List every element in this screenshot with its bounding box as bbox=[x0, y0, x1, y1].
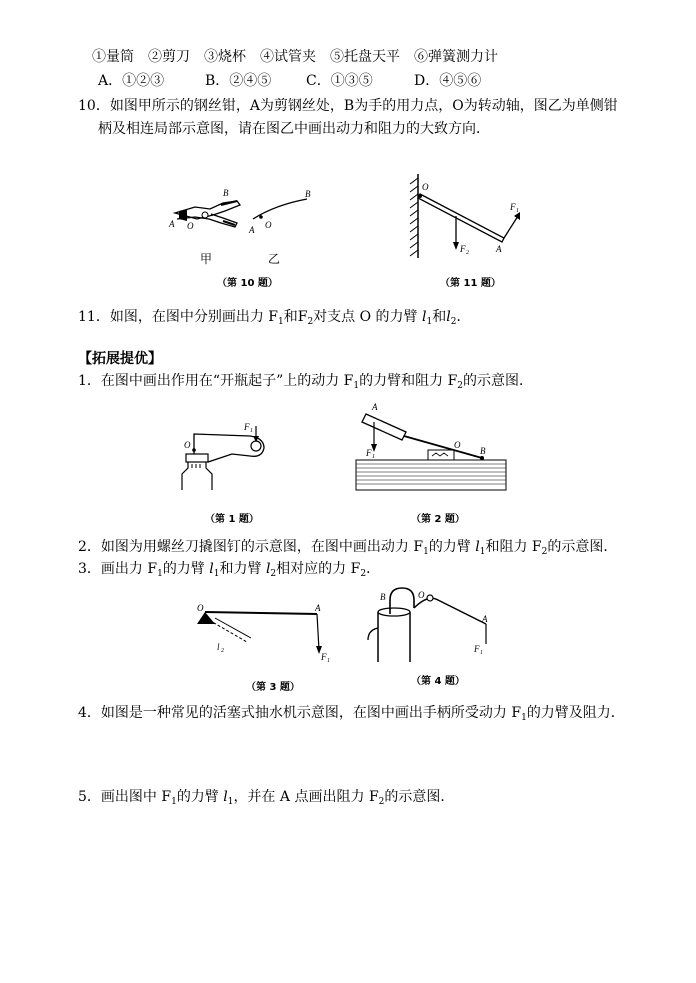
ext-fig1-label-F1: F bbox=[244, 422, 250, 432]
fig10-label-yi: 乙 bbox=[268, 252, 281, 266]
fig10-label-A: A bbox=[169, 219, 175, 229]
ext2-text: 2．如图为用螺丝刀撬图钉的示意图，在图中画出动力 $F_1$的力臂 $l_1$和阻力 $F_2$的示意图． bbox=[78, 539, 618, 557]
ext-fig3-label-l2: l bbox=[217, 642, 220, 652]
ext-fig3-lever bbox=[195, 602, 345, 664]
items-line: ①量筒 ②剪刀 ③烧杯 ④试管夹 ⑤托盘天平 ⑥弹簧测力计 bbox=[92, 49, 498, 65]
ext5-text: 5．画出图中 $F_1$的力臂 $l_1$，并在 A 点画出阻力 $F_2$的示意图． bbox=[78, 789, 455, 807]
section-title: 【拓展提优】 bbox=[78, 351, 162, 367]
ext-fig4-pump bbox=[368, 584, 498, 662]
ext-fig3-label-A: A bbox=[315, 603, 321, 613]
q10-line1: 10．如图甲所示的钢丝钳，A为剪钢丝处，B为手的用力点，O为转动轴，图乙为单侧钳 bbox=[78, 98, 618, 114]
ext-fig4-label-B: B bbox=[380, 592, 386, 602]
fig11-label-F2: F bbox=[460, 244, 466, 254]
svg-text:1: 1 bbox=[372, 454, 375, 460]
svg-text:1: 1 bbox=[327, 658, 330, 664]
ext-fig2-label-B: B bbox=[480, 446, 486, 456]
fig11-label-F1: F bbox=[510, 202, 516, 212]
svg-text:1: 1 bbox=[516, 208, 519, 214]
fig10-yi-label-O: O bbox=[265, 220, 272, 230]
ext-fig1-caption: （第 1 题） bbox=[205, 514, 259, 525]
q10-line2: 柄及相连局部示意图，请在图乙中画出动力和阻力的大致方向． bbox=[98, 121, 490, 137]
ext-fig4-label-A: A bbox=[482, 614, 488, 624]
ext-fig2-caption: （第 2 题） bbox=[411, 514, 465, 525]
svg-text:2: 2 bbox=[221, 648, 224, 654]
fig10-yi-label-A: A bbox=[249, 225, 255, 235]
svg-text:1: 1 bbox=[480, 650, 483, 656]
fig11-label-A: A bbox=[496, 244, 502, 254]
ext-fig3-label-F1: F bbox=[321, 652, 327, 662]
ext-fig2-screwdriver bbox=[356, 400, 506, 492]
ext-fig4-caption: （第 4 题） bbox=[411, 676, 465, 687]
ext-fig3-label-O: O bbox=[197, 603, 204, 613]
ext-fig4-label-O: O bbox=[418, 590, 425, 600]
fig11-label-O: O bbox=[422, 182, 429, 192]
option-c: C．①③⑤ bbox=[306, 73, 373, 89]
ext-fig1-bottle-opener bbox=[172, 420, 282, 492]
fig10-yi-label-B: B bbox=[305, 189, 311, 199]
ext-fig2-label-A: A bbox=[372, 402, 378, 412]
fig10-caption: （第 10 题） bbox=[217, 278, 278, 289]
ext-fig2-label-O: O bbox=[454, 440, 461, 450]
fig11-figure bbox=[400, 172, 540, 262]
svg-text:1: 1 bbox=[250, 428, 253, 434]
ext-fig2-label-F1: F bbox=[366, 448, 372, 458]
option-b: B．②④⑤ bbox=[205, 73, 272, 89]
ext-fig4-label-F1: F bbox=[474, 644, 480, 654]
fig10-label-B: B bbox=[223, 188, 229, 198]
fig10-pliers-figure bbox=[165, 185, 325, 260]
fig10-label-O: O bbox=[187, 221, 194, 231]
ext-fig1-label-O: O bbox=[184, 440, 191, 450]
option-d: D．④⑤⑥ bbox=[414, 73, 482, 89]
ext1-text: 1．在图中画出作用在“开瓶起子”上的动力 $F_1$的力臂和阻力 $F_2$的示意图． bbox=[78, 373, 534, 391]
ext3-text: 3．画出力 $F_1$的力臂 $l_1$和力臂 $l_2$相对应的力 $F_2$． bbox=[78, 561, 381, 579]
svg-text:2: 2 bbox=[466, 250, 469, 256]
ext4-text: 4．如图是一种常见的活塞式抽水机示意图，在图中画出手柄所受动力 $F_1$的力臂及阻力． bbox=[78, 705, 625, 723]
ext-fig3-caption: （第 3 题） bbox=[246, 682, 300, 693]
fig10-label-jia: 甲 bbox=[200, 252, 213, 266]
option-a: A．①②③ bbox=[98, 73, 165, 89]
q11-text: 11．如图，在图中分别画出力 $F_1$和$F_2$对支点 O 的力臂 $l_1$和$l_2$． bbox=[78, 309, 471, 327]
fig11-caption: （第 11 题） bbox=[440, 278, 501, 289]
